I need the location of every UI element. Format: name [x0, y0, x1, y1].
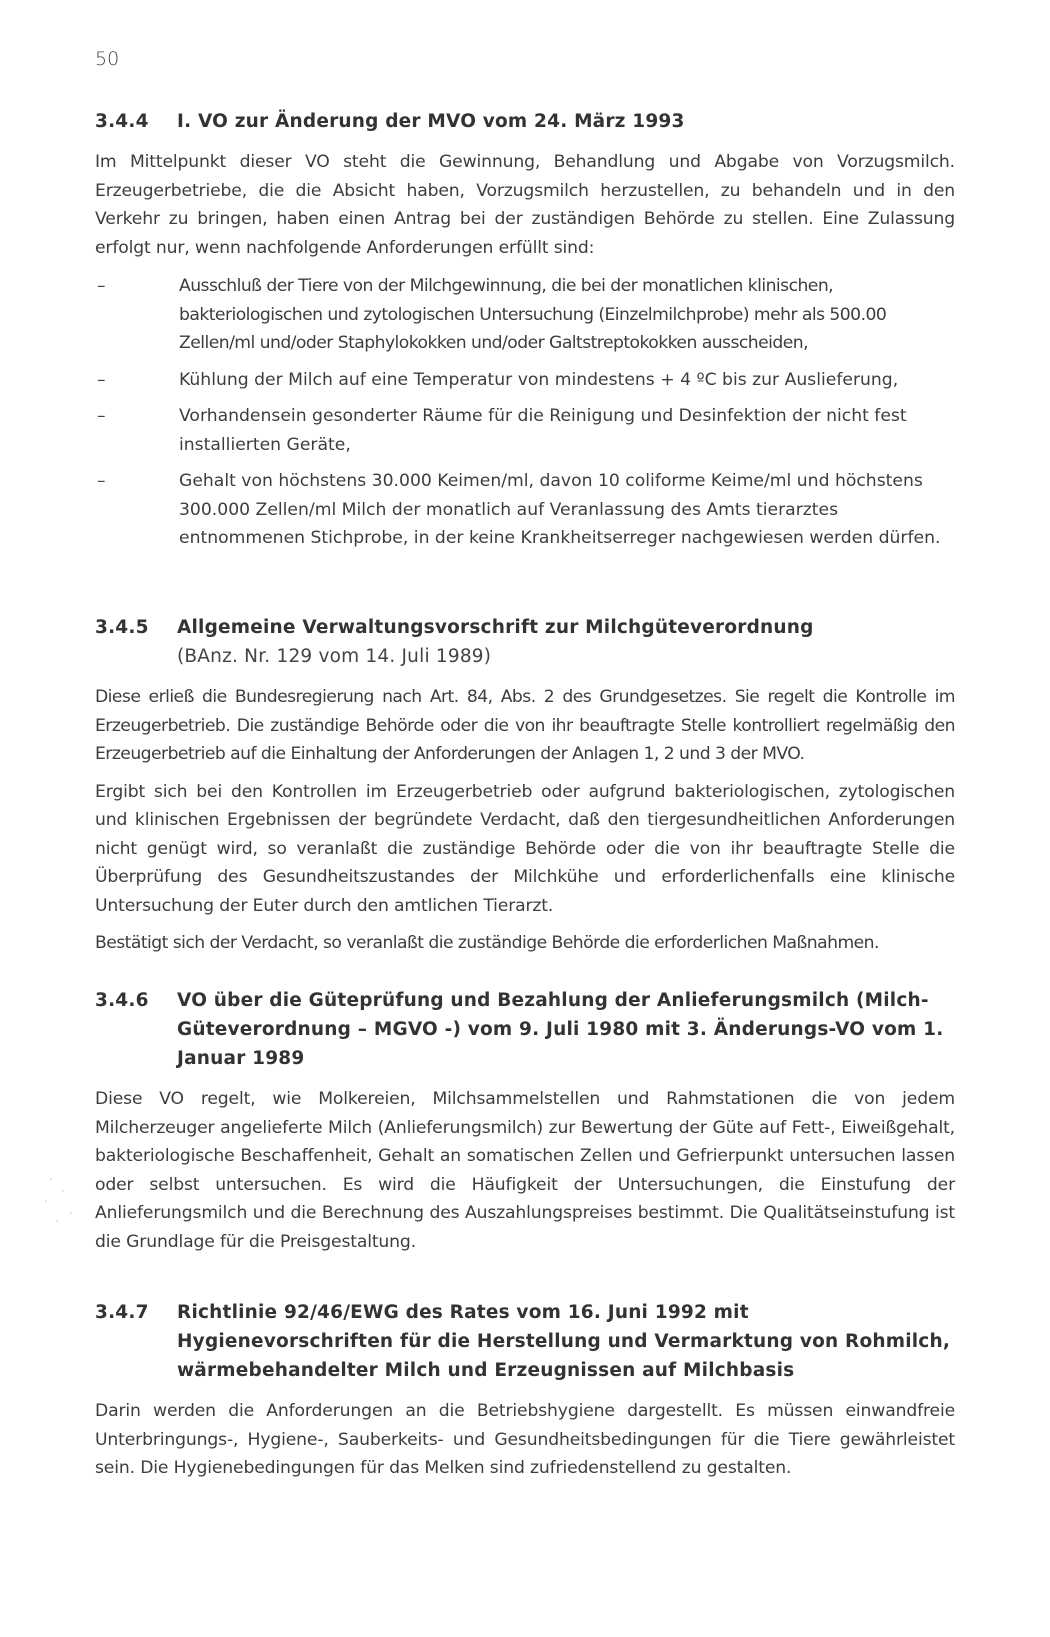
section-title: Richtlinie 92/46/EWG des Rates vom 16. Juni 1992 mit Hygienevorschriften für die Herstellung und Vermarktung von Rohmilch, wärmebehandelter Milch und Erzeugnissen auf Milchbasis: [177, 1302, 951, 1381]
list-item-text: Gehalt von höchstens 30.000 Keimen/ml, davon 10 coliforme Keime/ml und höchstens 300.000 Zellen/ml Milch der monatlich auf Veranlassung des Amts tierarztes entnommenen Stichprobe, in der keine Krankheitserreger nachgewiesen werden dürfen.: [179, 471, 941, 548]
dash-bullet: –: [97, 369, 106, 390]
section-heading: [95, 1298, 955, 1385]
section-number: 3.4.7: [95, 1302, 149, 1323]
paragraph: Diese erließ die Bundesregierung nach Art. 84, Abs. 2 des Grundgesetzes. Sie regelt die Kontrolle im Erzeugerbetrieb. Die zuständige Behörde oder die von ihr beauftragte Stelle kontrolliert regelmäßig den Erzeugerbetrieb auf die Einhaltung der Anforderungen der Anlagen 1, 2 und 3 der MVO.: [95, 687, 955, 764]
section-3-4-4: [95, 107, 955, 561]
list-item-text: Ausschluß der Tiere von der Milchgewinnung, die bei der monatlichen klinischen, bakteriologischen und zytologischen Untersuchung (Einzelmilchprobe) mehr als 500.00 Zellen/ml und/oder Staphylokokken und/oder Galtstreptokokken ausscheiden,: [179, 276, 887, 353]
speck: [56, 1220, 58, 1222]
section-title: VO über die Güteprüfung und Bezahlung der Anlieferungsmilch (Milch-Güteverordnung – MGVO -) vom 9. Juli 1980 mit 3. Änderungs-VO vom 1. Januar 1989: [177, 990, 944, 1069]
section-3-4-6: [95, 986, 955, 1256]
speck: [70, 1212, 72, 1214]
speck: [62, 1190, 64, 1192]
section-number: 3.4.4: [95, 111, 149, 132]
section-3-4-5: [95, 613, 955, 958]
section-number: 3.4.6: [95, 990, 149, 1011]
section-subtitle: (BAnz. Nr. 129 vom 14. Juli 1989): [177, 646, 492, 667]
section-number: 3.4.5: [95, 617, 149, 638]
list-item: [95, 467, 955, 553]
section-heading: [95, 613, 955, 671]
paragraph: Diese VO regelt, wie Molkereien, Milchsammelstellen und Rahmstationen die von jedem Milcherzeuger angelieferte Milch (Anlieferungsmilch) zur Bewertung der Güte auf Fett-, Eiweißgehalt, bakteriologische Beschaffenheit, Gehalt an somatischen Zellen und Gefrierpunkt untersuchen lassen oder selbst untersuchen. Es wird die Häufigkeit der Untersuchungen, die Einstufung der Anlieferungsmilch und die Berechnung des Auszahlungspreises bestimmt. Die Qualitätseinstufung ist die Grundlage für die Preisgestaltung.: [95, 1089, 955, 1252]
section-intro-paragraph: Im Mittelpunkt dieser VO steht die Gewinnung, Behandlung und Abgabe von Vorzugsmilch. Erzeugerbetriebe, die die Absicht haben, Vorzugsmilch herzustellen, zu behandeln und in den Verkehr zu bringen, haben einen Antrag bei der zuständigen Behörde zu stellen. Eine Zulassung erfolgt nur, wenn nachfolgende Anforderungen erfüllt sind:: [95, 152, 955, 258]
section-title: Allgemeine Verwaltungsvorschrift zur Milchgüteverordnung: [177, 617, 814, 638]
section-heading: [95, 107, 955, 136]
dash-bullet: –: [97, 406, 106, 426]
speck: [45, 1200, 47, 1202]
section-3-4-7: [95, 1298, 955, 1483]
list-item-text: Vorhandensein gesonderter Räume für die Reinigung und Desinfektion der nicht fest installierten Geräte,: [179, 406, 907, 455]
paragraph: Bestätigt sich der Verdacht, so veranlaßt die zuständige Behörde die erforderlichen Maßnahmen.: [95, 933, 879, 953]
scan-artifact: [40, 1170, 90, 1230]
list-item: [95, 272, 955, 358]
dash-bullet: –: [97, 471, 106, 491]
section-title: I. VO zur Änderung der MVO vom 24. März 1993: [177, 111, 685, 132]
section-title-block: [177, 613, 955, 671]
section-heading: [95, 986, 955, 1073]
page-number: 50: [95, 48, 120, 70]
paragraph: Darin werden die Anforderungen an die Betriebshygiene dargestellt. Es müssen einwandfreie Unterbringungs-, Hygiene-, Sauberkeits- und Gesundheitsbedingungen für die Tiere gewährleistet sein. Die Hygienebedingungen für das Melken sind zufriedenstellend zu gestalten.: [95, 1401, 955, 1478]
requirements-list: [95, 272, 955, 553]
paragraph: Ergibt sich bei den Kontrollen im Erzeugerbetrieb oder aufgrund bakteriologischen, zytologischen und klinischen Ergebnissen der begründete Verdacht, daß den tiergesundheitlichen Anforderungen nicht genügt wird, so veranlaßt die zuständige Behörde oder die von ihr beauftragte Stelle die Überprüfung des Gesundheitszustandes der Milchkühe und erforderlichenfalls eine klinische Untersuchung der Euter durch den amtlichen Tierarzt.: [95, 781, 955, 916]
dash-bullet: –: [97, 276, 106, 296]
list-item: [95, 402, 955, 459]
list-item: [95, 366, 955, 395]
speck: [50, 1178, 52, 1180]
list-item-text: Kühlung der Milch auf eine Temperatur von mindestens + 4 ºC bis zur Auslieferung,: [179, 369, 899, 390]
